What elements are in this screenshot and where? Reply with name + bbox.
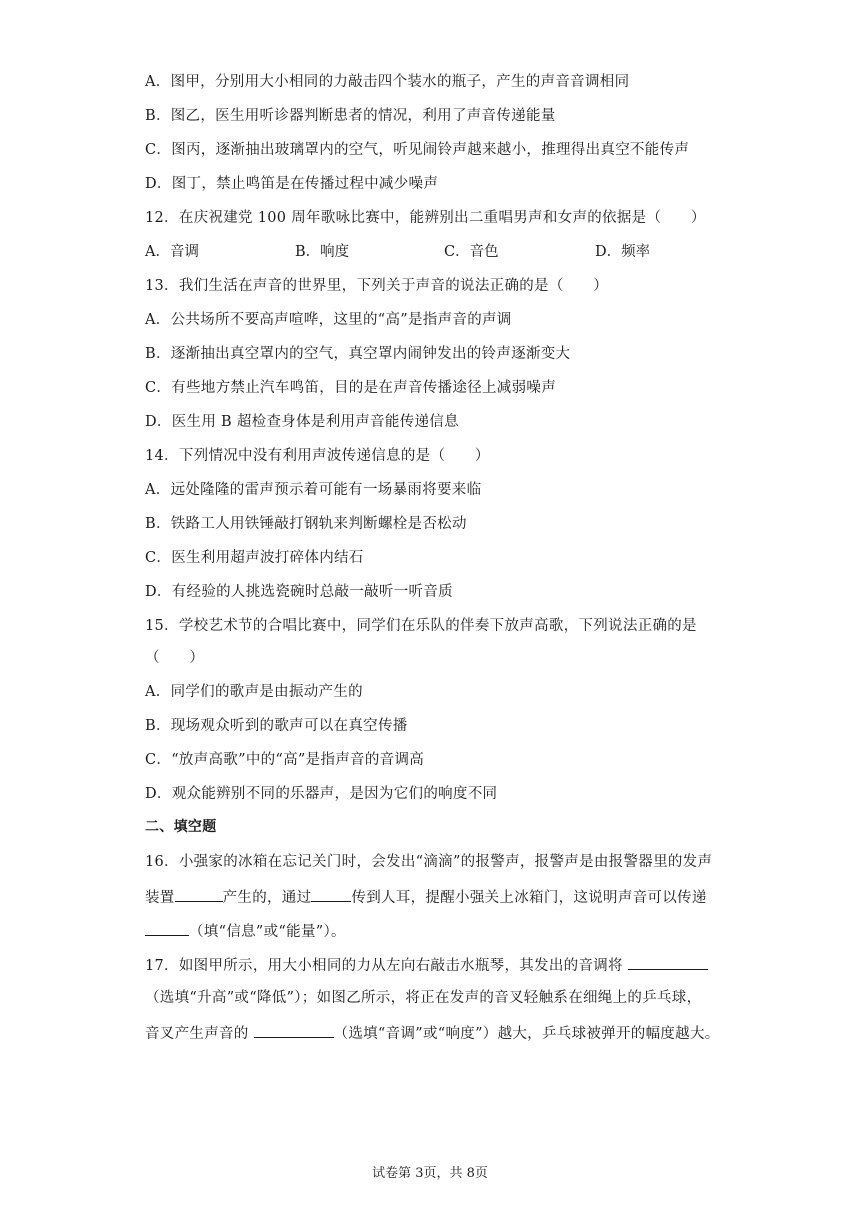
q15-stem-answer-bracket: （ ） <box>145 650 205 666</box>
q12-options <box>145 242 705 262</box>
q12-stem: 12．在庆祝建党 100 周年歌咏比赛中，能辨别出二重唱男声和女声的依据是（ ） <box>145 210 706 226</box>
q17-blank-2[interactable] <box>254 1022 334 1038</box>
section-heading-fill-in: 二、填空题 <box>145 819 217 835</box>
q16-blank-3[interactable] <box>145 920 189 936</box>
q12-option-c: C．音色 <box>444 244 499 260</box>
q13-option-a: A．公共场所不要高声喧哗，这里的“高”是指声音的声调 <box>145 312 512 328</box>
q16-blank-2[interactable] <box>311 886 351 902</box>
q14-stem: 14．下列情况中没有利用声波传递信息的是（ ） <box>145 448 490 464</box>
q14-option-d: D．有经验的人挑选瓷碗时总敲一敲听一听音质 <box>145 584 453 600</box>
q14-option-c: C．医生利用超声波打碎体内结石 <box>145 550 364 566</box>
q16-line-2 <box>145 886 707 908</box>
q13-stem: 13．我们生活在声音的世界里，下列关于声音的说法正确的是（ ） <box>145 278 609 294</box>
q17-text-b: 音叉产生声音的 <box>145 1026 249 1042</box>
q17-line-2: （选填“升高”或“降低”）；如图乙所示，将正在发声的音叉轻触系在细绳上的乒乓球， <box>145 990 702 1006</box>
q15-stem: 15．学校艺术节的合唱比赛中，同学们在乐队的伴奏下放声高歌，下列说法正确的是 <box>145 618 697 634</box>
q14-option-a: A．远处隆隆的雷声预示着可能有一场暴雨将要来临 <box>145 482 482 498</box>
q15-option-a: A．同学们的歌声是由振动产生的 <box>145 684 363 700</box>
q16-line-1: 16．小强家的冰箱在忘记关门时，会发出“滴滴”的报警声，报警声是由报警器里的发声 <box>145 854 713 870</box>
q11-option-b: B．图乙，医生用听诊器判断患者的情况，利用了声音传递能量 <box>145 108 556 124</box>
q16-text-c: 传到人耳，提醒小强关上冰箱门，这说明声音可以传递 <box>351 890 707 906</box>
q12-option-d: D．频率 <box>595 244 651 260</box>
q16-blank-1[interactable] <box>175 886 223 902</box>
q15-option-b: B．现场观众听到的歌声可以在真空传播 <box>145 718 408 734</box>
q16-text-a: 装置 <box>145 890 175 906</box>
q12-option-b: B．响度 <box>295 244 350 260</box>
q17-line-3 <box>145 1022 720 1044</box>
q12-option-a: A．音调 <box>145 244 199 260</box>
q13-option-c: C．有些地方禁止汽车鸣笛，目的是在声音传播途径上减弱噪声 <box>145 380 556 396</box>
q15-option-d: D．观众能辨别不同的乐器声，是因为它们的响度不同 <box>145 786 498 802</box>
q15-option-c: C．“放声高歌”中的“高”是指声音的音调高 <box>145 752 425 768</box>
q11-option-a: A．图甲，分别用大小相同的力敲击四个装水的瓶子，产生的声音音调相同 <box>145 74 630 90</box>
q16-text-d: （填“信息”或“能量”）。 <box>189 924 346 940</box>
q13-option-b: B．逐渐抽出真空罩内的空气，真空罩内闹钟发出的铃声逐渐变大 <box>145 346 571 362</box>
page-footer: 试卷第 3页，共 8页 <box>372 1166 488 1181</box>
q17-text-a: 17．如图甲所示，用大小相同的力从左向右敲击水瓶琴，其发出的音调将 <box>145 958 623 974</box>
q17-line-1 <box>145 954 708 976</box>
q11-option-c: C．图丙，逐渐抽出玻璃罩内的空气，听见闹铃声越来越小，推理得出真空不能传声 <box>145 142 690 158</box>
q16-line-3 <box>145 920 346 942</box>
q16-text-b: 产生的，通过 <box>222 890 312 906</box>
q11-option-d: D．图丁，禁止鸣笛是在传播过程中减少噪声 <box>145 176 439 192</box>
q17-blank-1[interactable] <box>628 954 708 970</box>
q17-text-c: （选填“音调”或“响度”）越大，乒乓球被弹开的幅度越大。 <box>333 1026 720 1042</box>
q14-option-b: B．铁路工人用铁锤敲打钢轨来判断螺栓是否松动 <box>145 516 467 532</box>
q13-option-d: D．医生用 B 超检查身体是利用声音能传递信息 <box>145 414 459 430</box>
